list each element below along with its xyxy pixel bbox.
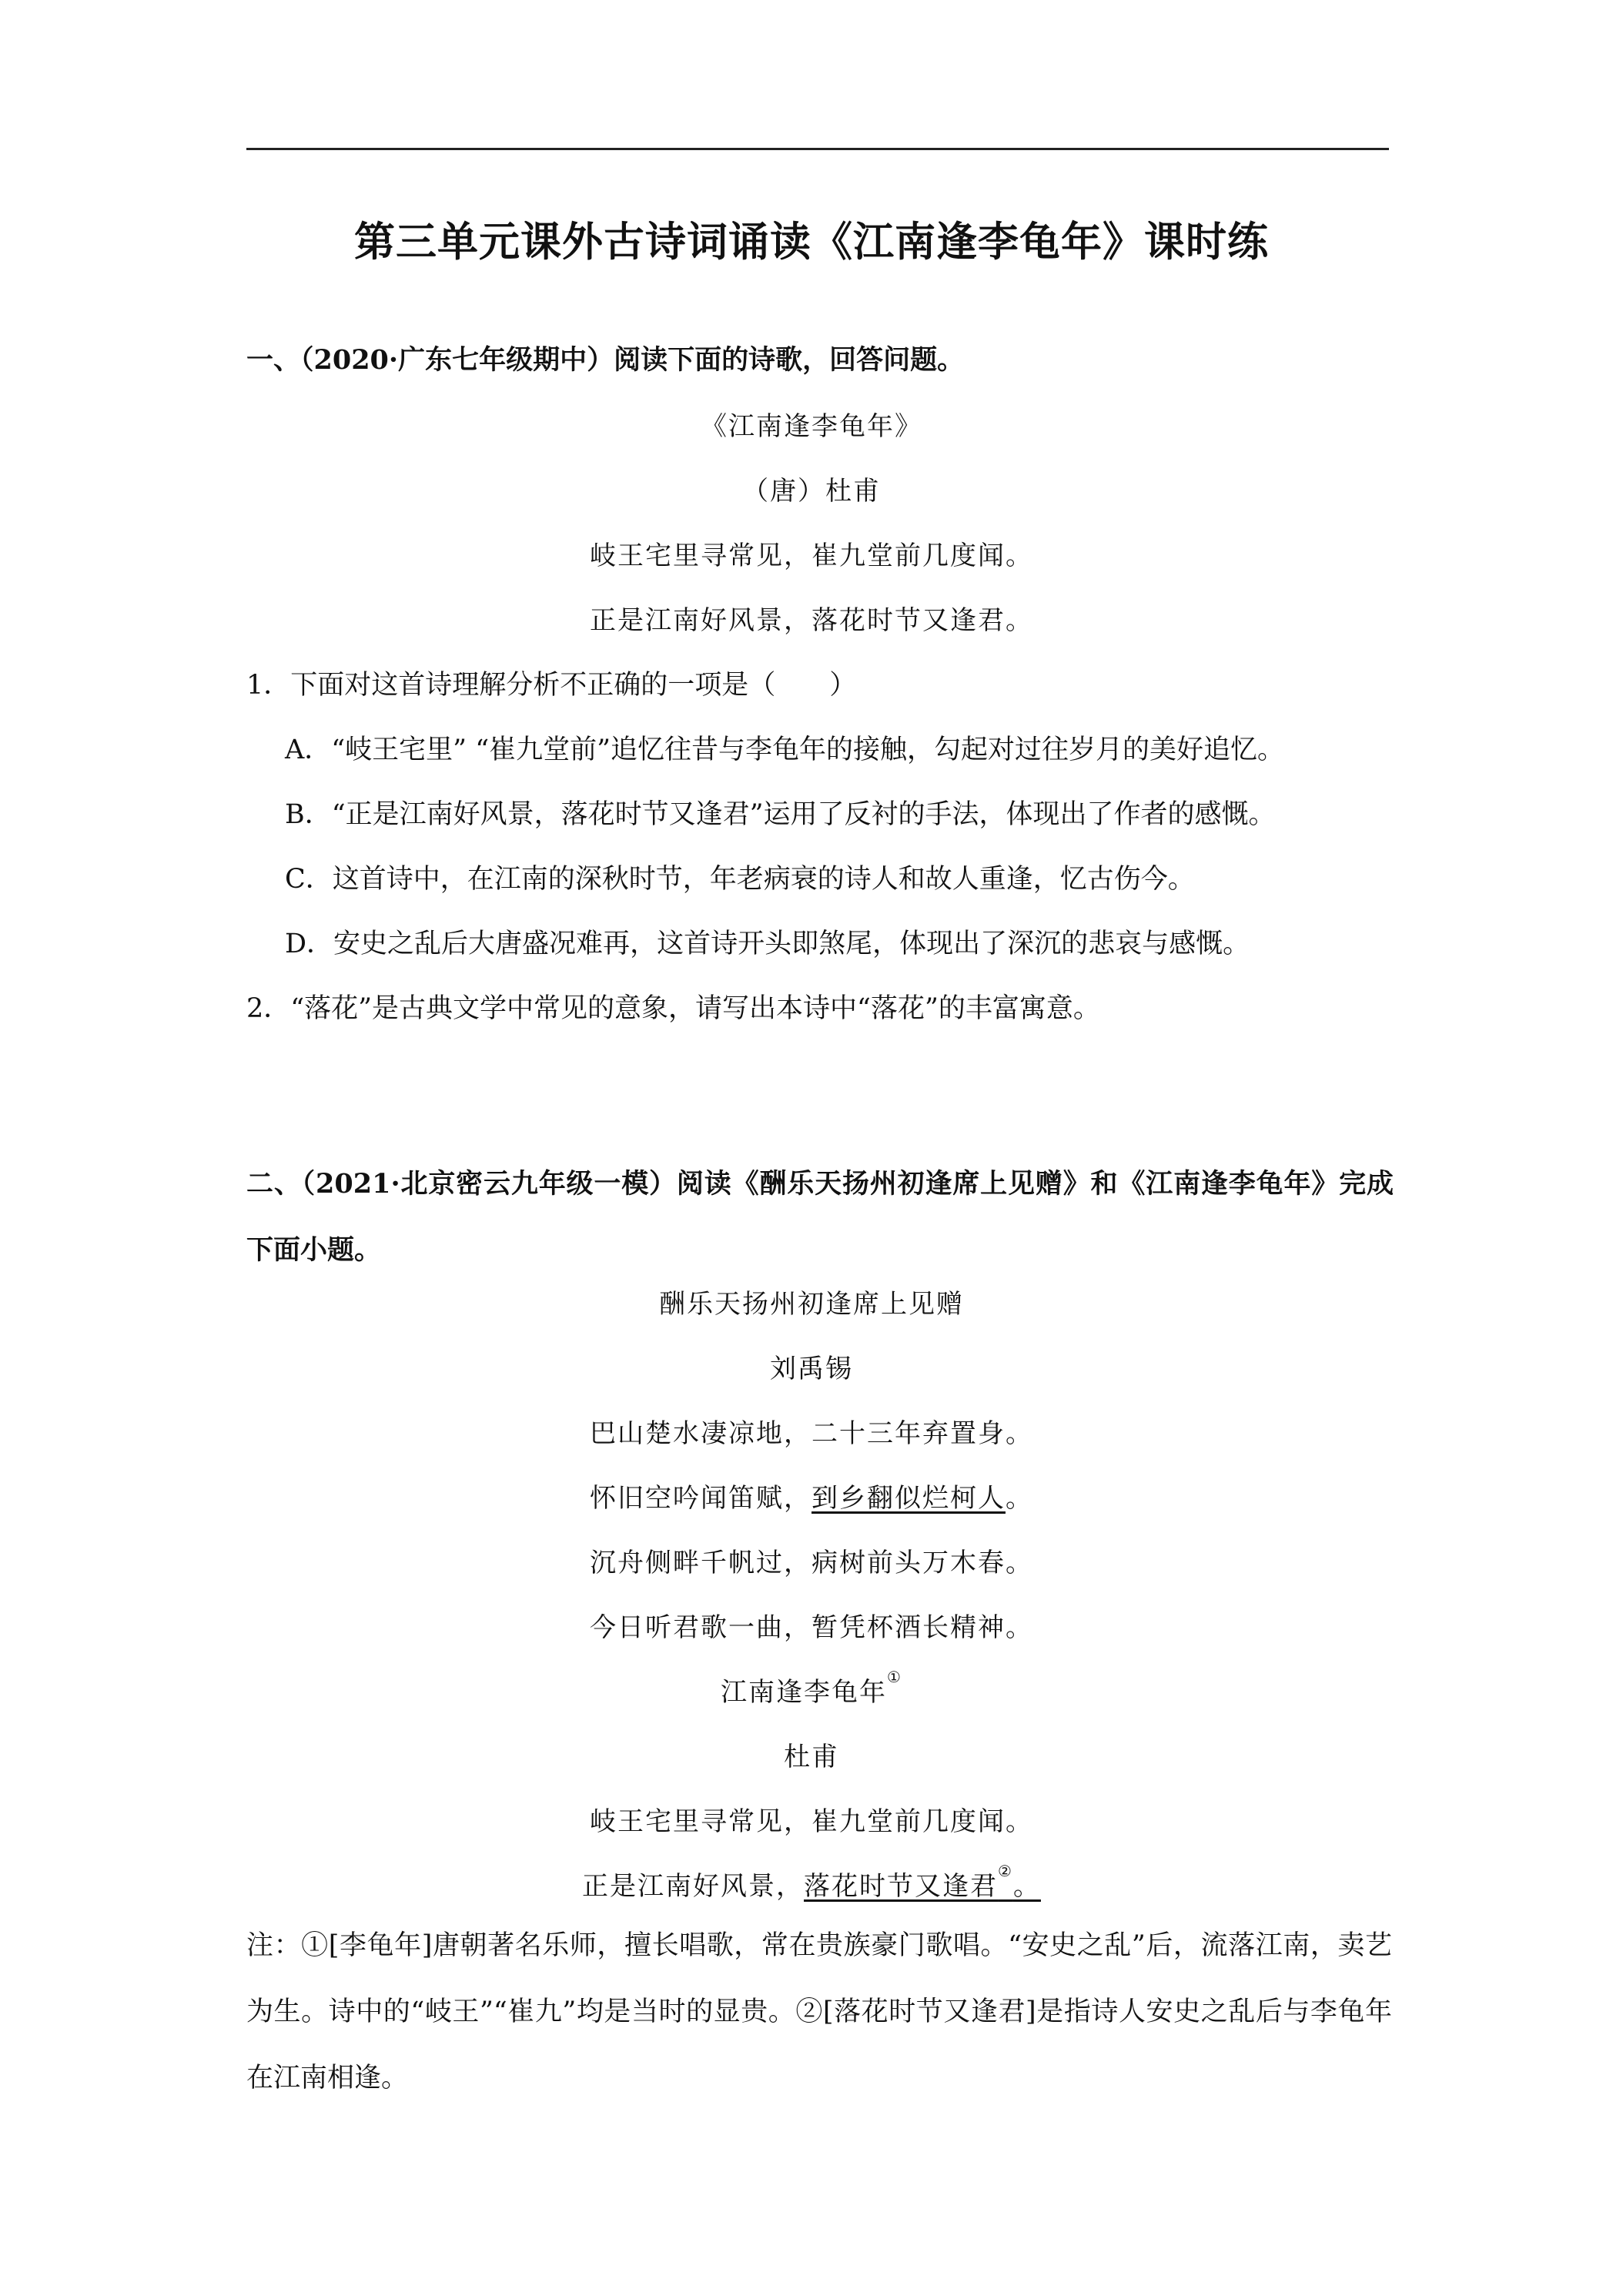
poem-line-punct: 。 (1012, 1871, 1041, 1902)
footnote-marker: ① (887, 1668, 902, 1686)
option-d: D．安史之乱后大唐盛况难再，这首诗开头即煞尾，体现出了深沉的悲哀与感慨。 (285, 929, 1250, 959)
poem-line-punct: 。 (1006, 1483, 1033, 1514)
poem-line (0, 1477, 1623, 1514)
poem-line: 巴山楚水凄凉地，二十三年弃置身。 (590, 1418, 1033, 1449)
poem-author: 杜甫 (784, 1742, 839, 1772)
option-c: C．这首诗中，在江南的深秋时节，年老病衰的诗人和故人重逢，忆古伤今。 (285, 864, 1195, 895)
footnote-marker: ② (998, 1862, 1013, 1880)
poem-line-text: 正是江南好风景， (582, 1871, 805, 1902)
underlined-text: 落花时节又逢君 (804, 1871, 999, 1902)
question-2-stem: 2．“落花”是古典文学中常见的意象，请写出本诗中“落花”的丰富寓意。 (246, 993, 1100, 1024)
poem-title (0, 1668, 1623, 1709)
poem-title: 《江南逢李龟年》 (701, 411, 922, 442)
poem-author: （唐）杜甫 (742, 476, 881, 507)
underlined-phrase: 到乡翻似烂柯人 (812, 1483, 1006, 1514)
poem-line-text: 怀旧空吟闻笛赋， (590, 1483, 812, 1514)
question-1-stem: 1．下面对这首诗理解分析不正确的一项是（ ） (246, 670, 857, 701)
poem-line: 沉舟侧畔千帆过，病树前头万木春。 (590, 1548, 1033, 1578)
footnote-text: 注：①[李龟年]唐朝著名乐师，擅长唱歌，常在贵族豪门歌唱。“安史之乱”后，流落江南，卖艺为生。诗中的“岐王”“崔九”均是当时的显贵。②[落花时节又逢君]是指诗人安史之乱后与李龟年在江南相逢。 (246, 1930, 1392, 2094)
poem-title-text: 江南逢李龟年 (721, 1677, 888, 1708)
poem-author: 刘禹锡 (770, 1354, 853, 1384)
option-b: B．“正是江南好风景，落花时节又逢君”运用了反衬的手法，体现出了作者的感慨。 (285, 799, 1276, 830)
poem-line: 岐王宅里寻常见，崔九堂前几度闻。 (590, 541, 1033, 571)
option-a: A．“岐王宅里” “崔九堂前”追忆往昔与李龟年的接触，勾起对过往岁月的美好追忆。 (285, 735, 1284, 765)
page-title: 第三单元课外古诗词诵读《江南逢李龟年》课时练 (354, 219, 1269, 266)
section-2-heading: 二、（2021·北京密云九年级一模）阅读《酬乐天扬州初逢席上见赠》和《江南逢李龟年》完成下面小题。 (246, 1168, 1394, 1266)
poem-line: 正是江南好风景，落花时节又逢君。 (590, 605, 1033, 636)
header-rule (246, 148, 1389, 150)
poem-line: 今日听君歌一曲，暂凭杯酒长精神。 (590, 1612, 1033, 1643)
underlined-phrase (804, 1862, 1041, 1902)
poem-title: 酬乐天扬州初逢席上见赠 (659, 1289, 964, 1320)
poem-line (0, 1862, 1623, 1903)
poem-line: 岐王宅里寻常见，崔九堂前几度闻。 (590, 1806, 1033, 1837)
section-1-heading: 一、（2020·广东七年级期中）阅读下面的诗歌，回答问题。 (246, 344, 965, 376)
